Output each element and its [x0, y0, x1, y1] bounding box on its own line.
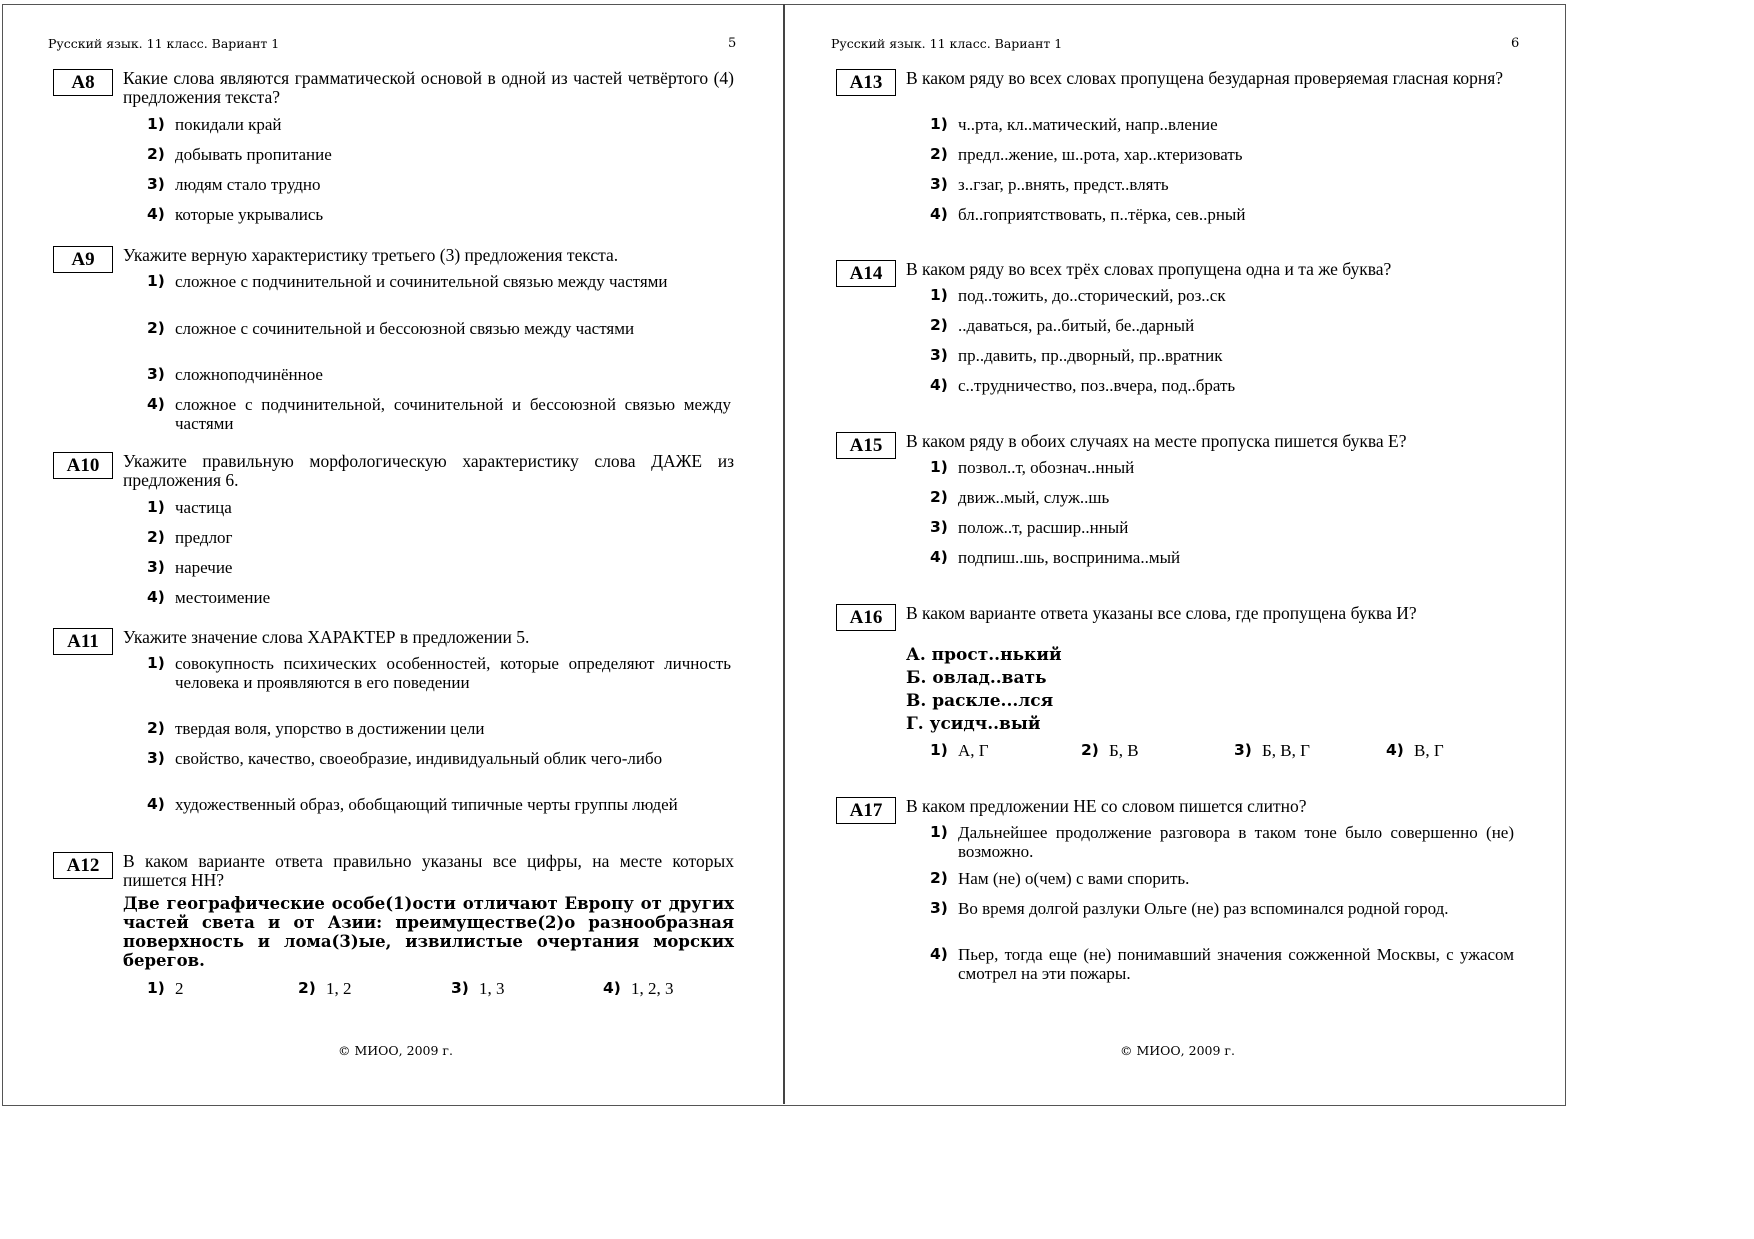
option-number: 1) — [930, 823, 948, 841]
question-label: A15 — [836, 432, 896, 459]
option-number: 1) — [930, 286, 948, 304]
option-text: которые укрывались — [175, 205, 324, 224]
option-number: 1) — [147, 979, 165, 997]
option-text: наречие — [175, 558, 233, 577]
question-label: A10 — [53, 452, 113, 479]
option-text: Б, В, Г — [1262, 741, 1310, 760]
word-item-a: А. прост..нький — [906, 645, 1062, 665]
question-text: Укажите верную характеристику третьего (3) предложения текста. — [123, 245, 619, 265]
question-label: A12 — [53, 852, 113, 879]
option-text: пр..давить, пр..дворный, пр..вратник — [958, 346, 1223, 365]
option-text: твердая воля, упорство в достижении цели — [175, 719, 485, 738]
option-text: Б, В — [1109, 741, 1139, 760]
question-label: A9 — [53, 246, 113, 273]
option-number: 2) — [930, 145, 948, 163]
option-text: добывать пропитание — [175, 145, 332, 164]
option-text: сложное с подчинительной, сочинительной и бессоюзной связью между частями — [175, 395, 731, 433]
option-text: частица — [175, 498, 232, 517]
question-text: В каком ряду во всех словах пропущена безударная проверяемая гласная корня? — [906, 68, 1504, 88]
option-text: полож..т, расшир..нный — [958, 518, 1129, 537]
option-number: 1) — [930, 115, 948, 133]
option-text: местоимение — [175, 588, 271, 607]
question-label: A14 — [836, 260, 896, 287]
option-number: 4) — [930, 376, 948, 394]
option-text: 2 — [175, 979, 184, 998]
footer-copyright: © МИОО, 2009 г. — [1120, 1043, 1235, 1058]
option-number: 3) — [451, 979, 469, 997]
option-text: Во время долгой разлуки Ольге (не) раз вспоминался родной город. — [958, 899, 1449, 918]
option-text: сложное с подчинительной и сочинительной связью между частями — [175, 272, 668, 291]
option-number: 2) — [147, 319, 165, 337]
option-text: свойство, качество, своеобразие, индивидуальный облик чего-либо — [175, 749, 663, 768]
option-number: 2) — [298, 979, 316, 997]
question-label: A17 — [836, 797, 896, 824]
option-number: 3) — [147, 365, 165, 383]
option-text: сложноподчинённое — [175, 365, 323, 384]
header-title: Русский язык. 11 класс. Вариант 1 — [48, 36, 280, 51]
option-number: 1) — [930, 741, 948, 759]
option-text: Дальнейшее продолжение разговора в таком тоне было совершенно (не) возможно. — [958, 823, 1514, 861]
option-text: с..трудничество, поз..вчера, под..брать — [958, 376, 1236, 395]
option-number: 2) — [930, 869, 948, 887]
option-number: 3) — [930, 175, 948, 193]
option-number: 3) — [930, 899, 948, 917]
option-number: 3) — [147, 749, 165, 767]
option-number: 1) — [147, 115, 165, 133]
option-number: 4) — [147, 795, 165, 813]
option-number: 2) — [147, 528, 165, 546]
option-number: 2) — [930, 488, 948, 506]
option-number: 1) — [147, 272, 165, 290]
option-number: 4) — [930, 205, 948, 223]
header-title: Русский язык. 11 класс. Вариант 1 — [831, 36, 1063, 51]
option-number: 2) — [930, 316, 948, 334]
question-text: В каком варианте ответа правильно указаны все цифры, на месте которых пишется НН? — [123, 851, 734, 890]
question-text: В каком предложении НЕ со словом пишется слитно? — [906, 796, 1307, 816]
question-label: A8 — [53, 69, 113, 96]
question-text: Какие слова являются грамматической основой в одной из частей четвёртого (4) предложения текста? — [123, 68, 734, 107]
option-number: 4) — [930, 548, 948, 566]
page-number: 6 — [1511, 36, 1520, 51]
option-text: ч..рта, кл..матический, напр..вление — [958, 115, 1218, 134]
option-text: движ..мый, служ..шь — [958, 488, 1110, 507]
option-text: под..тожить, до..сторический, роз..ск — [958, 286, 1226, 305]
question-text: В каком варианте ответа указаны все слова, где пропущена буква И? — [906, 603, 1417, 623]
option-number: 3) — [930, 518, 948, 536]
question-label: A13 — [836, 69, 896, 96]
option-number: 1) — [930, 458, 948, 476]
option-text: з..гзаг, р..внять, предст..влять — [958, 175, 1169, 194]
option-number: 3) — [147, 558, 165, 576]
option-text: 1, 2 — [326, 979, 352, 998]
word-item-v: В. раскле...лся — [906, 691, 1054, 711]
option-number: 4) — [1386, 741, 1404, 759]
option-text: людям стало трудно — [175, 175, 321, 194]
question-label: A16 — [836, 604, 896, 631]
option-text: 1, 2, 3 — [631, 979, 674, 998]
option-number: 4) — [603, 979, 621, 997]
option-number: 2) — [147, 719, 165, 737]
option-number: 2) — [1081, 741, 1099, 759]
left-page — [0, 0, 783, 1107]
option-number: 4) — [147, 395, 165, 413]
word-item-b: Б. овлад..вать — [906, 668, 1047, 688]
option-text: позвол..т, обознач..нный — [958, 458, 1135, 477]
footer-copyright: © МИОО, 2009 г. — [338, 1043, 453, 1058]
question-text: В каком ряду в обоих случаях на месте пропуска пишется буква Е? — [906, 431, 1407, 451]
option-text: ..даваться, ра..битый, бе..дарный — [958, 316, 1195, 335]
page-number: 5 — [728, 36, 737, 51]
option-text: Пьер, тогда еще (не) понимавший значения сожженной Москвы, с ужасом смотрел на эти пожары. — [958, 945, 1514, 983]
option-number: 1) — [147, 498, 165, 516]
option-text: В, Г — [1414, 741, 1444, 760]
option-number: 2) — [147, 145, 165, 163]
question-text: В каком ряду во всех трёх словах пропущена одна и та же буква? — [906, 259, 1392, 279]
option-text: совокупность психических особенностей, которые определяют личность человека и проявляются в его поведении — [175, 654, 731, 692]
option-text: бл..гоприятствовать, п..тёрка, сев..рный — [958, 205, 1246, 224]
option-number: 4) — [147, 588, 165, 606]
option-text: 1, 3 — [479, 979, 505, 998]
option-number: 1) — [147, 654, 165, 672]
option-text: А, Г — [958, 741, 989, 760]
option-number: 3) — [147, 175, 165, 193]
question-text: Укажите значение слова ХАРАКТЕР в предложении 5. — [123, 627, 530, 647]
option-text: сложное с сочинительной и бессоюзной связью между частями — [175, 319, 635, 338]
option-number: 3) — [930, 346, 948, 364]
question-bold-text: Две географические особе(1)ости отличают Европу от других частей света и от Азии: преимуществе(2)о разнообразная поверхность и лома(3)ые, извилистые очертания морских берегов. — [123, 894, 734, 970]
option-number: 4) — [930, 945, 948, 963]
option-text: предл..жение, ш..рота, хар..ктеризовать — [958, 145, 1243, 164]
option-text: покидали край — [175, 115, 282, 134]
option-text: художественный образ, обобщающий типичные черты группы людей — [175, 795, 678, 814]
option-number: 4) — [147, 205, 165, 223]
word-item-g: Г. усидч..вый — [906, 714, 1041, 734]
option-text: подпиш..шь, воспринима..мый — [958, 548, 1181, 567]
option-text: предлог — [175, 528, 233, 547]
option-number: 3) — [1234, 741, 1252, 759]
option-text: Нам (не) о(чем) с вами спорить. — [958, 869, 1190, 888]
question-text: Укажите правильную морфологическую характеристику слова ДАЖЕ из предложения 6. — [123, 451, 734, 490]
question-label: A11 — [53, 628, 113, 655]
right-page — [785, 0, 1568, 1107]
